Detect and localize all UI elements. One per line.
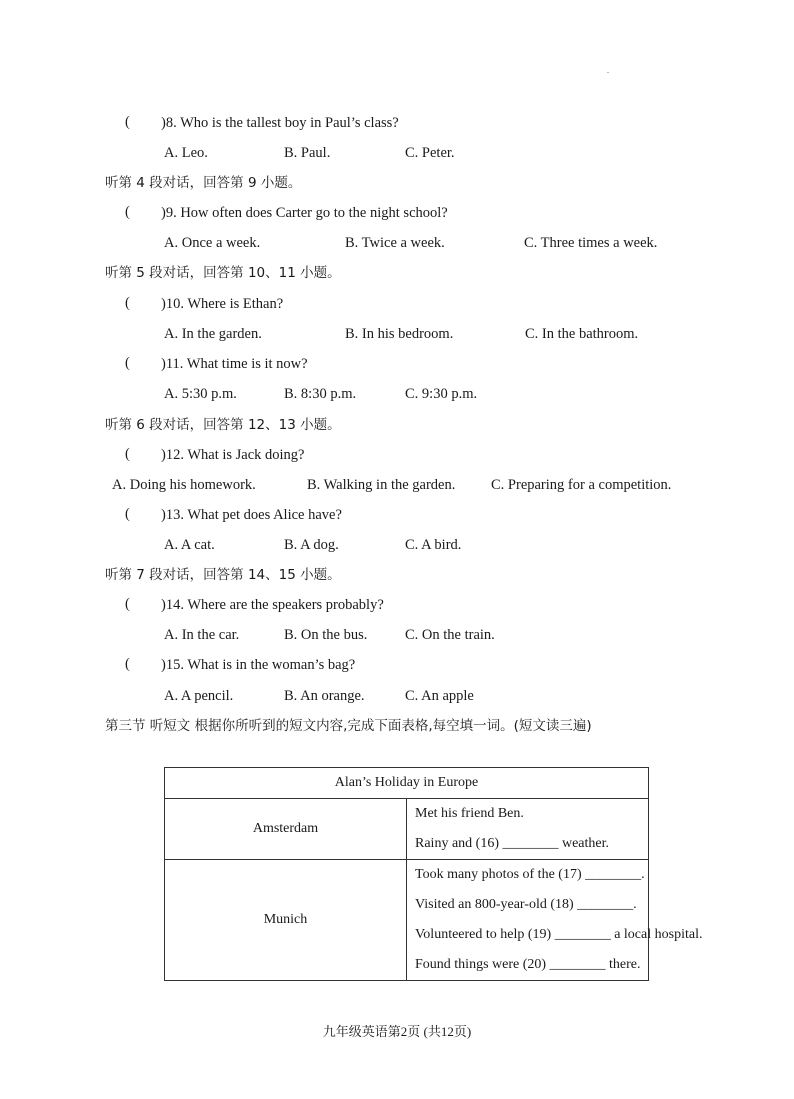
question-14: )14. Where are the speakers probably? xyxy=(161,597,384,613)
detail-cell xyxy=(407,799,649,860)
option-c: C. 9:30 p.m. xyxy=(405,386,478,402)
question-8: )8. Who is the tallest boy in Paul’s class? xyxy=(161,115,399,131)
option-a: A. A cat. xyxy=(164,537,215,553)
answer-bracket: ( xyxy=(125,596,130,612)
option-b: B. An orange. xyxy=(284,688,365,704)
question-12: )12. What is Jack doing? xyxy=(161,447,305,463)
fill-in-line: Volunteered to help (19) ________ a local hospital. xyxy=(415,927,703,942)
option-b: B. Paul. xyxy=(284,145,331,161)
option-c: C. On the train. xyxy=(405,627,495,643)
option-c: C. In the bathroom. xyxy=(525,326,639,342)
section-instruction: 听第 4 段对话，回答第 9 小题。 xyxy=(105,175,302,191)
question-11: )11. What time is it now? xyxy=(161,356,308,372)
page-footer: 九年级英语第2页 (共12页) xyxy=(322,1024,472,1039)
section-instruction: 听第 6 段对话，回答第 12、13 小题。 xyxy=(105,417,341,433)
question-10: )10. Where is Ethan? xyxy=(161,296,284,312)
option-b: B. In his bedroom. xyxy=(345,326,454,342)
answer-bracket: ( xyxy=(125,355,130,371)
option-a: A. Doing his homework. xyxy=(112,477,256,493)
fill-in-line: Took many photos of the (17) ________. xyxy=(415,867,645,882)
option-c: C. A bird. xyxy=(405,537,462,553)
option-b: B. Twice a week. xyxy=(345,235,445,251)
answer-bracket: ( xyxy=(125,114,130,130)
scan-speck xyxy=(607,72,609,73)
option-b: B. A dog. xyxy=(284,537,339,553)
question-9: )9. How often does Carter go to the night school? xyxy=(161,205,448,221)
answer-bracket: ( xyxy=(125,446,130,462)
option-a: A. 5:30 p.m. xyxy=(164,386,237,402)
part-three-heading: 第三节 听短文 根据你所听到的短文内容,完成下面表格,每空填一词。(短文读三遍) xyxy=(105,718,592,734)
option-c: C. Preparing for a competition. xyxy=(491,477,672,493)
option-a: A. A pencil. xyxy=(164,688,234,704)
option-c: C. Three times a week. xyxy=(524,235,658,251)
option-b: B. 8:30 p.m. xyxy=(284,386,357,402)
question-13: )13. What pet does Alice have? xyxy=(161,507,342,523)
answer-bracket: ( xyxy=(125,656,130,672)
fill-in-line: Found things were (20) ________ there. xyxy=(415,957,641,972)
answer-bracket: ( xyxy=(125,295,130,311)
option-b: B. On the bus. xyxy=(284,627,368,643)
table-title: Alan’s Holiday in Europe xyxy=(165,768,649,799)
section-instruction: 听第 7 段对话，回答第 14、15 小题。 xyxy=(105,567,341,583)
option-a: A. Leo. xyxy=(164,145,208,161)
section-instruction: 听第 5 段对话，回答第 10、11 小题。 xyxy=(105,265,341,281)
fill-in-line: Visited an 800-year-old (18) ________. xyxy=(415,897,637,912)
holiday-table xyxy=(164,767,703,981)
question-15: )15. What is in the woman’s bag? xyxy=(161,657,356,673)
city-cell: Amsterdam xyxy=(165,799,407,860)
fill-in-line: Rainy and (16) ________ weather. xyxy=(415,836,610,851)
option-a: A. Once a week. xyxy=(164,235,261,251)
city-cell: Munich xyxy=(165,860,407,981)
option-c: C. Peter. xyxy=(405,145,455,161)
answer-bracket: ( xyxy=(125,506,130,522)
detail-line: Met his friend Ben. xyxy=(415,806,524,821)
option-a: A. In the car. xyxy=(164,627,240,643)
option-c: C. An apple xyxy=(405,688,474,704)
option-a: A. In the garden. xyxy=(164,326,262,342)
answer-bracket: ( xyxy=(125,204,130,220)
option-b: B. Walking in the garden. xyxy=(307,477,456,493)
detail-cell xyxy=(407,860,703,981)
